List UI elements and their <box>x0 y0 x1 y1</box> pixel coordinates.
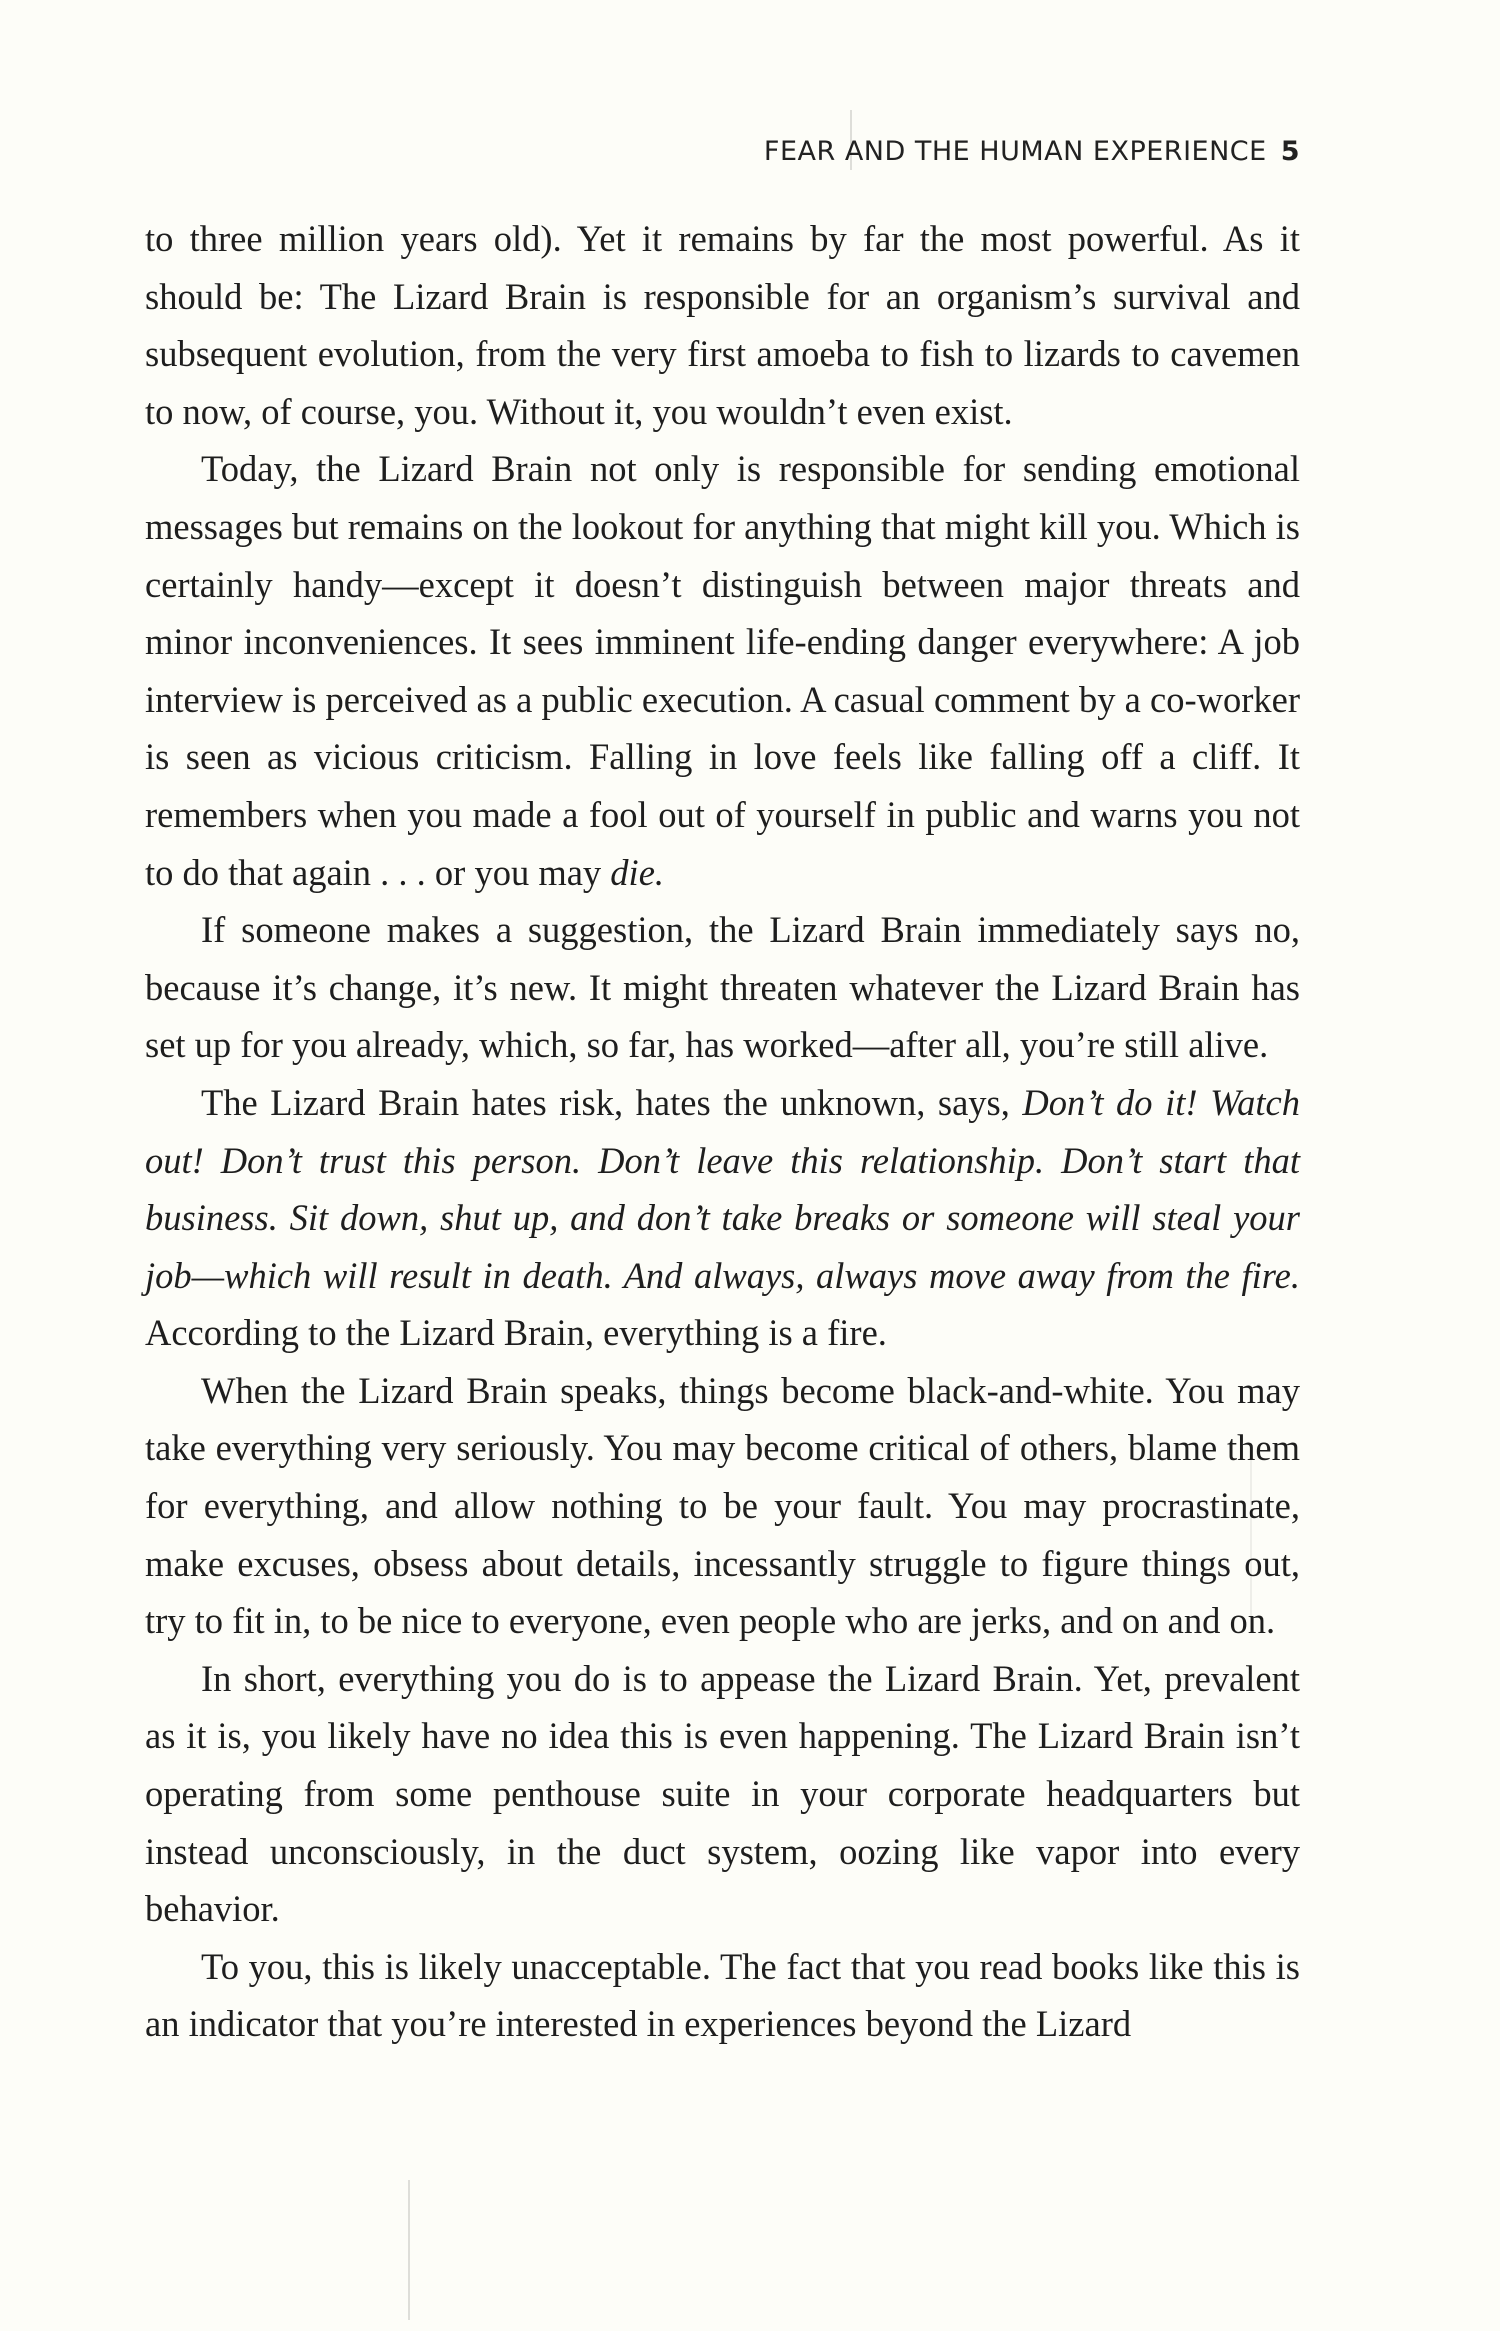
scan-artifact-line <box>850 110 852 170</box>
text-run: When the Lizard Brain speaks, things become black-and-white. You may take everything very seriously. You may become critical of others, blame them for everything, and allow nothing to be your fault. You may procrastinate, make excuses, obsess about details, incessantly struggle to figure things out, try to fit in, to be nice to everyone, even people who are jerks, and on and on. <box>145 1369 1300 1642</box>
scan-artifact-line <box>1250 1450 1252 1630</box>
paragraph <box>145 1362 1300 1650</box>
text-run: The Lizard Brain hates risk, hates the unknown, says, <box>201 1081 1023 1123</box>
text-run: To you, this is likely unacceptable. The fact that you read books like this is an indicator that you’re interested in experiences beyond the Lizard <box>145 1945 1300 2045</box>
text-run: If someone makes a suggestion, the Lizard Brain immediately says no, because it’s change, it’s new. It might threaten whatever the Lizard Brain has set up for you already, which, so far, has worked—after all, you’re still alive. <box>145 909 1300 1066</box>
text-run: According to the Lizard Brain, everything is a fire. <box>145 1312 887 1354</box>
body-text <box>145 210 1300 2053</box>
page-number: 5 <box>1280 136 1300 167</box>
paragraph <box>145 210 1300 440</box>
italic-text: Don’t do it! Watch out! Don’t trust this person. Don’t leave this relationship. Don’t start that business. Sit down, shut up, and don’t take breaks or someone will steal your job—which will result in death. And always, always move away from the fire. <box>145 1081 1300 1296</box>
paragraph <box>145 1074 1300 1362</box>
paragraph <box>145 1650 1300 1938</box>
text-run: In short, everything you do is to appease the Lizard Brain. Yet, prevalent as it is, you likely have no idea this is even happening. The Lizard Brain isn’t operating from some penthouse suite in your corporate headquarters but instead unconsciously, in the duct system, oozing like vapor into every behavior. <box>145 1657 1300 1930</box>
italic-text: die. <box>610 851 665 893</box>
paragraph <box>145 440 1300 901</box>
running-header <box>764 134 1300 170</box>
running-title: FEAR AND THE HUMAN EXPERIENCE <box>763 136 1267 167</box>
paragraph <box>145 1938 1300 2053</box>
paragraph <box>145 901 1300 1074</box>
scan-artifact-line <box>408 2180 410 2320</box>
text-run: to three million years old). Yet it remains by far the most powerful. As it should be: The Lizard Brain is responsible for an organism’s survival and subsequent evolution, from the very first amoeba to fish to lizards to cavemen to now, of course, you. Without it, you wouldn’t even exist. <box>145 218 1300 432</box>
text-run: Today, the Lizard Brain not only is responsible for sending emotional messages but remains on the lookout for anything that might kill you. Which is certainly handy—except it doesn’t distinguish between major threats and minor inconveniences. It sees imminent life-ending danger everywhere: A job interview is perceived as a public execution. A casual comment by a co-worker is seen as vicious criticism. Falling in love feels like falling off a cliff. It remembers when you made a fool out of yourself in public and warns you not to do that again . . . or you may <box>145 448 1301 893</box>
